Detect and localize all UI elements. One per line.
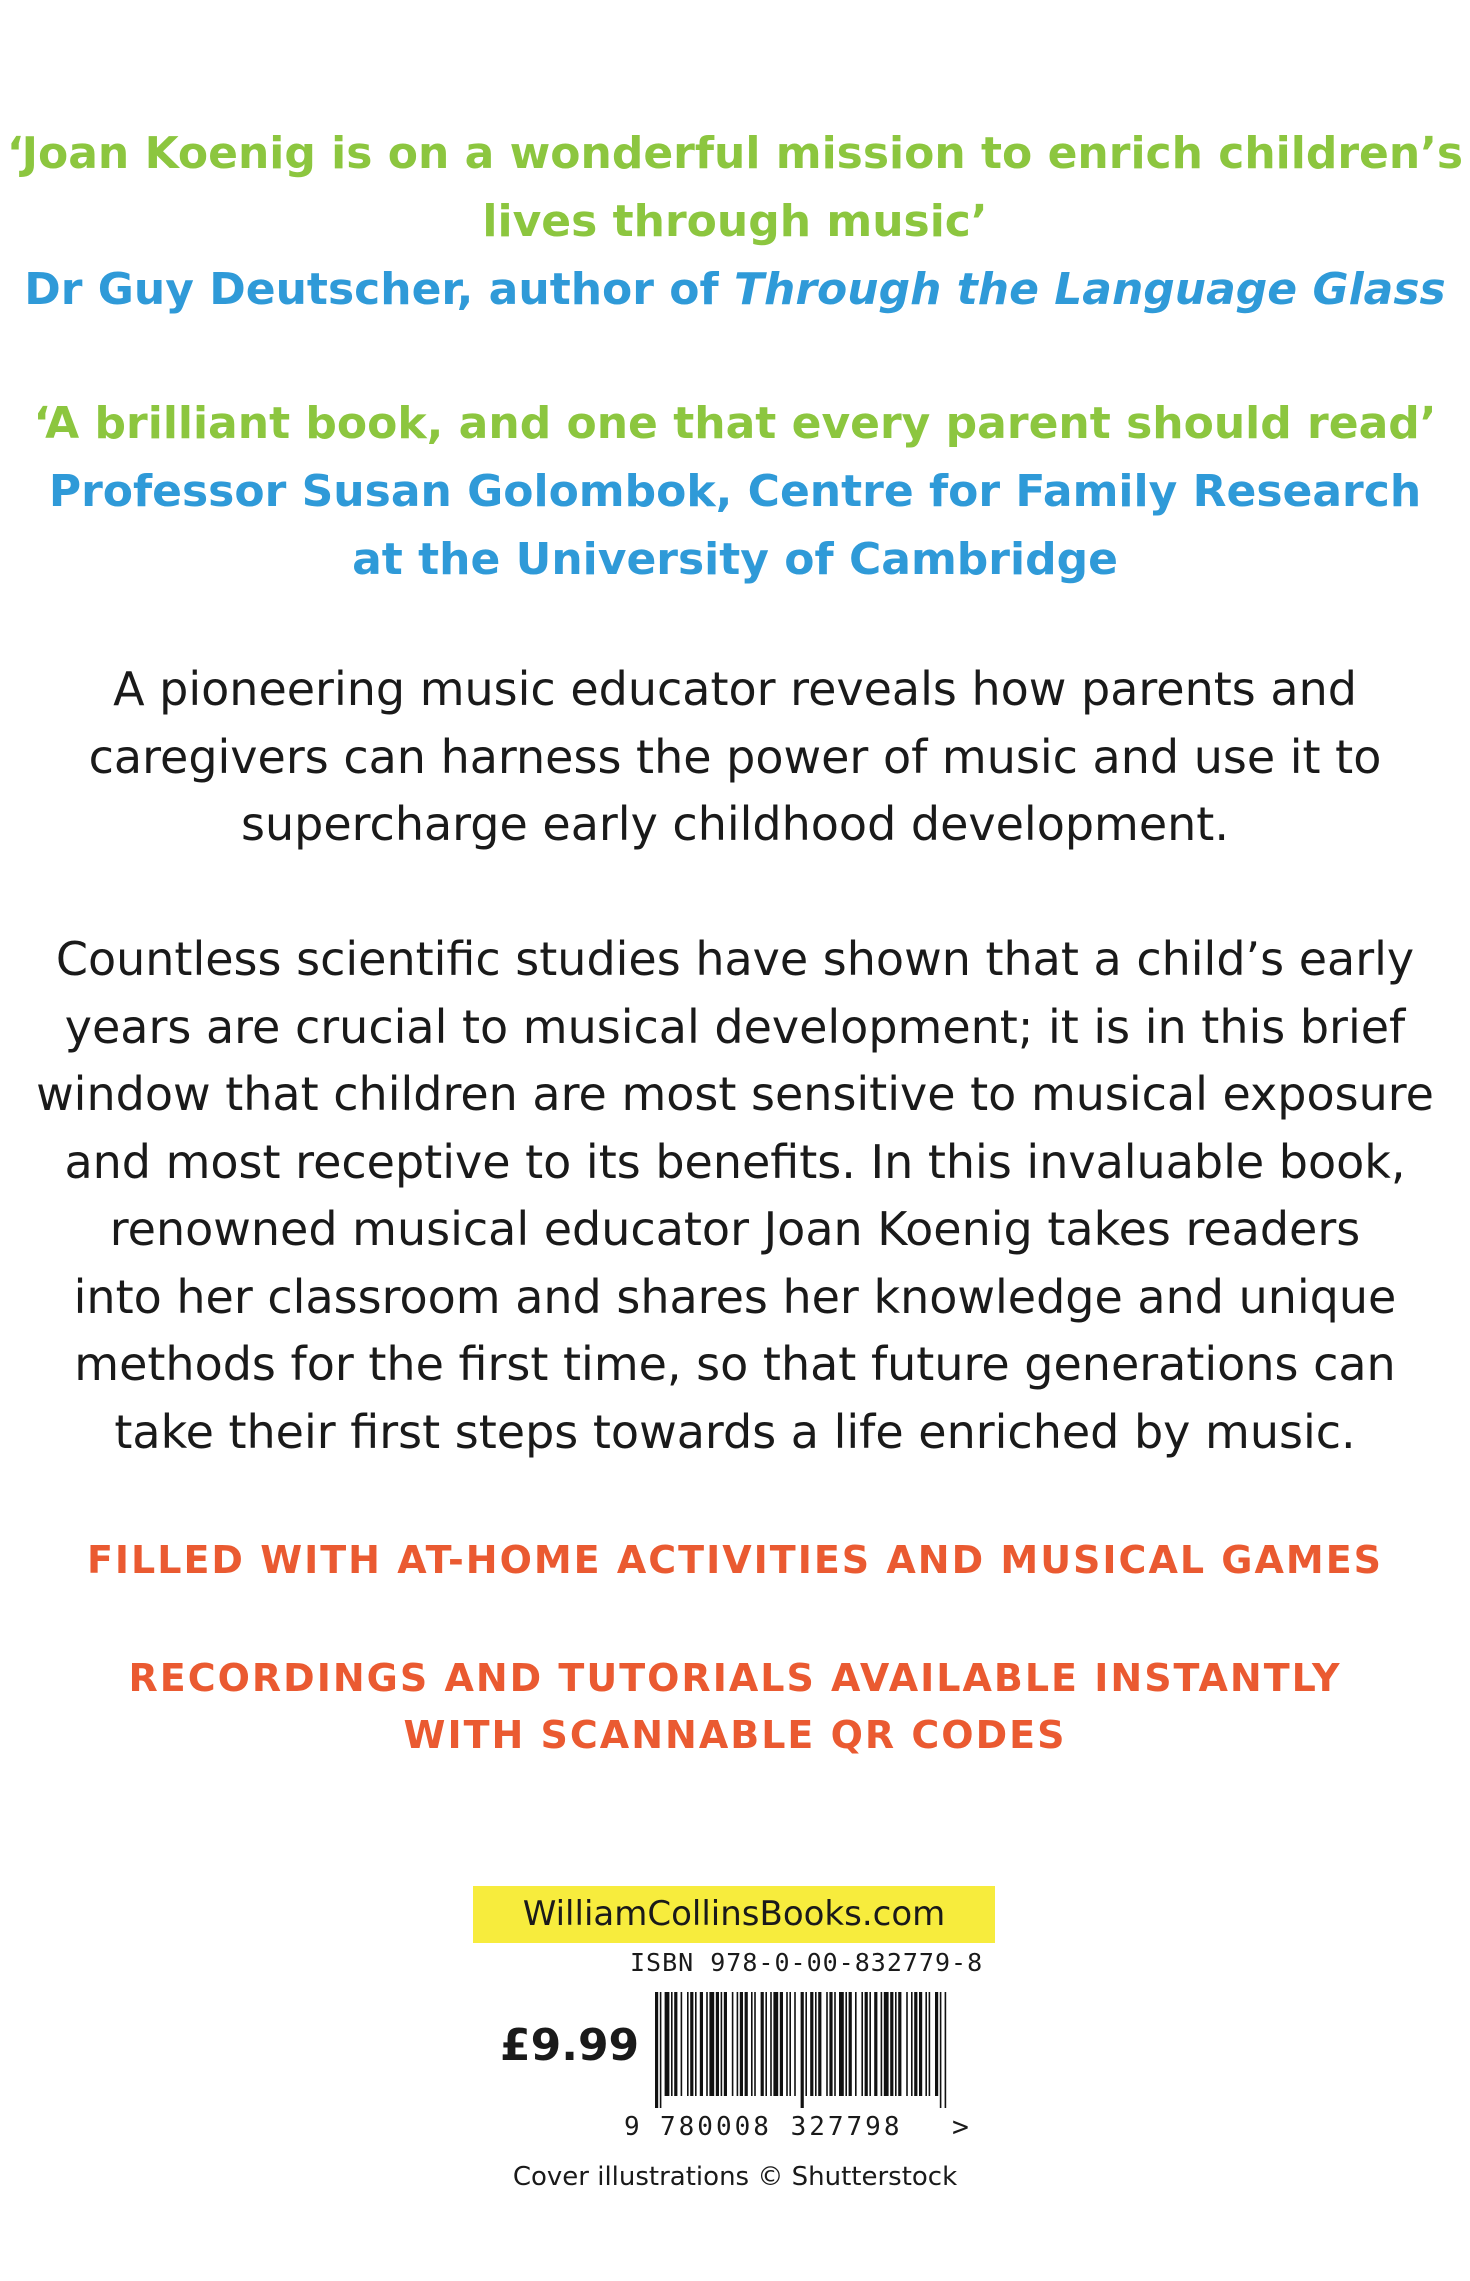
endorsement-2-line-1: ‘A brilliant book, and one that every parent should read’ xyxy=(33,398,1437,449)
blurb-paragraph-2 xyxy=(0,926,1470,1466)
blurb-line: years are crucial to musical development; it is in this brief xyxy=(64,999,1406,1054)
feature-line: FILLED WITH AT-HOME ACTIVITIES AND MUSICAL GAMES xyxy=(86,1538,1384,1582)
endorsement-1-line-2: lives through music’ xyxy=(482,196,988,247)
barcode-arrow: > xyxy=(952,2110,969,2143)
blurb-line: caregivers can harness the power of music and use it to xyxy=(88,729,1382,784)
feature-callout-2 xyxy=(0,1650,1470,1764)
barcode-icon xyxy=(655,1992,947,2108)
blurb-line: and most receptive to its benefits. In this invaluable book, xyxy=(64,1134,1406,1189)
endorsement-1-line-1: ‘Joan Koenig is on a wonderful mission to enrich children’s xyxy=(6,128,1464,179)
endorsement-1-book-title: Through the Language Glass xyxy=(733,264,1446,315)
blurb-line: A pioneering music educator reveals how parents and xyxy=(113,662,1357,716)
price-label: £9.99 xyxy=(500,2020,640,2071)
endorsement-2-attribution-line-1: Professor Susan Golombok, Centre for Family Research xyxy=(48,466,1422,517)
cover-credit: Cover illustrations © Shutterstock xyxy=(512,2162,958,2192)
feature-line: WITH SCANNABLE QR CODES xyxy=(403,1713,1067,1757)
feature-callout-1 xyxy=(0,1532,1470,1589)
blurb-paragraph-1 xyxy=(0,656,1470,859)
blurb-line: renowned musical educator Joan Koenig takes readers xyxy=(109,1202,1361,1256)
barcode-first-digit: 9 xyxy=(624,2112,640,2142)
endorsement-1-attribution-name: Dr Guy Deutscher, author of xyxy=(24,264,734,315)
blurb-line: window that children are most sensitive to musical exposure xyxy=(36,1067,1434,1121)
endorsement-2-attribution-line-2: at the University of Cambridge xyxy=(352,534,1118,585)
blurb-line: methods for the first time, so that future generations can xyxy=(74,1337,1396,1391)
blurb-line: into her classroom and shares her knowledge and unique xyxy=(73,1269,1397,1324)
feature-line: RECORDINGS AND TUTORIALS AVAILABLE INSTANTLY xyxy=(128,1656,1342,1700)
blurb-line: take their first steps towards a life enriched by music. xyxy=(114,1404,1356,1459)
isbn-label: ISBN 978-0-00-832779-8 xyxy=(630,1948,984,1977)
endorsement-1 xyxy=(0,120,1470,324)
endorsement-2 xyxy=(0,390,1470,594)
blurb-line: Countless scientific studies have shown that a child’s early xyxy=(55,932,1415,986)
endorsement-1-attribution xyxy=(0,256,1470,324)
barcode-digits: 780008 327798 xyxy=(660,2112,903,2142)
publisher-website: WilliamCollinsBooks.com xyxy=(473,1886,995,1943)
blurb-line: supercharge early childhood development. xyxy=(241,797,1229,851)
